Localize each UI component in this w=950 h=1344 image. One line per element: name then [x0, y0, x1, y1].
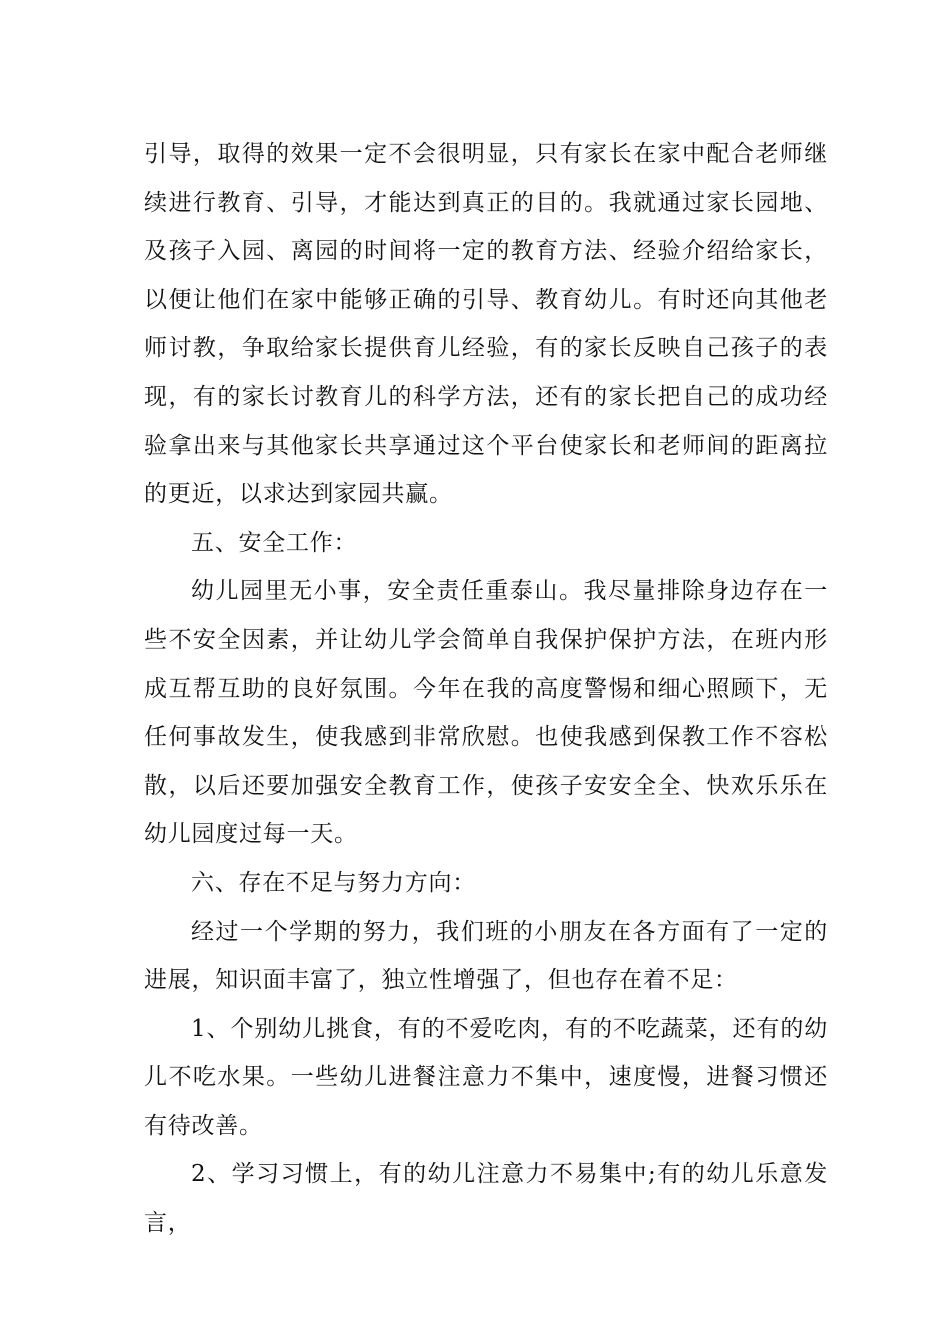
paragraph-safety: 幼儿园里无小事，安全责任重泰山。我尽量排除身边存在一些不安全因素，并让幼儿学会简单自我保护保护方法，在班内形成互帮互助的良好氛围。今年在我的高度警惕和细心照顾下，无任何事故发生，使我感到非常欣慰。也使我感到保教工作不容松散，以后还要加强安全教育工作，使孩子安安全全、快欢乐乐在幼儿园度过每一天。	[144, 578, 828, 848]
section-heading-safety: 五、安全工作：	[191, 529, 358, 556]
section-heading-shortcomings: 六、存在不足与努力方向：	[191, 869, 476, 896]
list-item-learning: 2、学习习惯上，有的幼儿注意力不易集中;有的幼儿乐意发言，	[144, 1161, 828, 1237]
document-body	[144, 130, 828, 1248]
list-item-eating: 1、个别幼儿挑食，有的不爱吃肉，有的不吃蔬菜，还有的幼儿不吃水果。一些幼儿进餐注意力不集中，速度慢，进餐习惯还有待改善。	[144, 1015, 828, 1139]
paragraph-continuation: 引导，取得的效果一定不会很明显，只有家长在家中配合老师继续进行教育、引导，才能达到真正的目的。我就通过家长园地、及孩子入园、离园的时间将一定的教育方法、经验介绍给家长，以便让他们在家中能够正确的引导、教育幼儿。有时还向其他老师讨教，争取给家长提供育儿经验，有的家长反映自己孩子的表现，有的家长讨教育儿的科学方法，还有的家长把自己的成功经验拿出来与其他家长共享通过这个平台使家长和老师间的距离拉的更近，以求达到家园共赢。	[144, 141, 828, 508]
paragraph-progress: 经过一个学期的努力，我们班的小朋友在各方面有了一定的进展，知识面丰富了，独立性增强了，但也存在着不足：	[144, 918, 828, 994]
